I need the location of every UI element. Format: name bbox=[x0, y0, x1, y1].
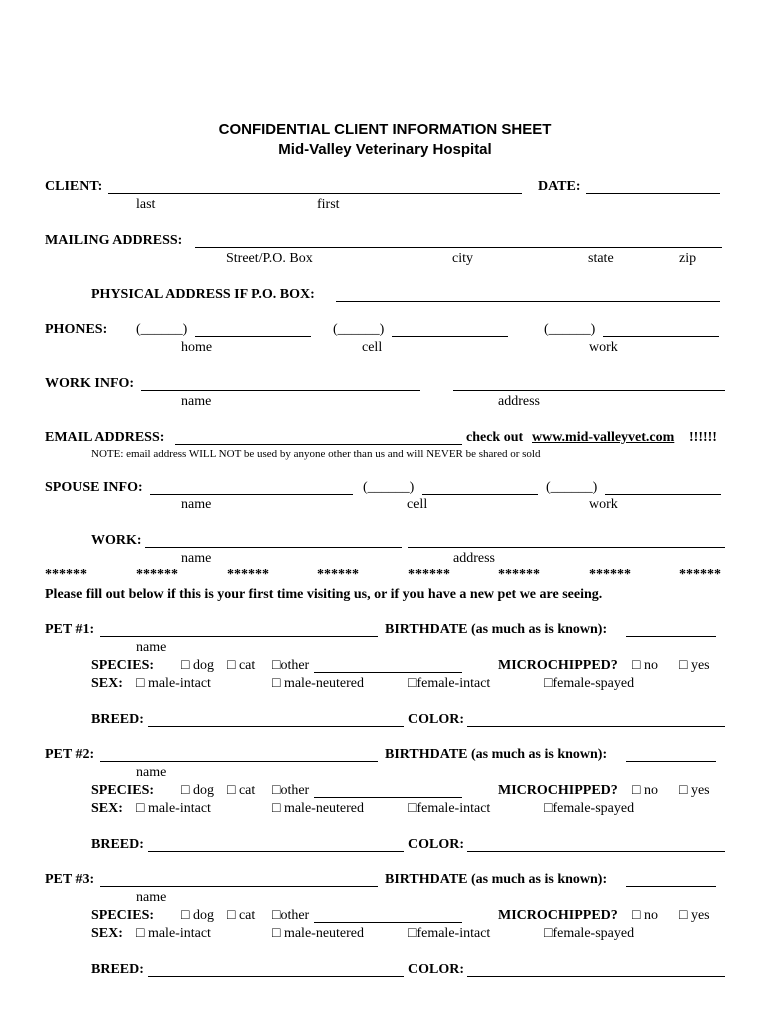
pet-1-breed-label: BREED: bbox=[91, 712, 144, 727]
pet-1-microchipped-yes-checkbox[interactable]: □ yes bbox=[679, 658, 710, 673]
work-name-caption: name bbox=[181, 394, 212, 409]
home-phone-field[interactable] bbox=[195, 322, 311, 337]
check-out-text: check out bbox=[466, 430, 524, 445]
pet-2-female-intact-checkbox[interactable]: □female-intact bbox=[408, 801, 491, 816]
star-divider: ****** bbox=[408, 567, 450, 582]
spouse-work-caption: work bbox=[589, 497, 618, 512]
pet-3-breed-field[interactable] bbox=[148, 962, 404, 977]
pet-3-microchipped-no-checkbox[interactable]: □ no bbox=[632, 908, 658, 923]
spouse-work-phone-field[interactable] bbox=[605, 480, 721, 495]
pet-1-birthdate-label: BIRTHDATE (as much as is known): bbox=[385, 622, 608, 637]
pet-3-male-intact-checkbox[interactable]: □ male-intact bbox=[136, 926, 211, 941]
email-note: NOTE: email address WILL NOT be used by anyone other than us and will NEVER be shared or sold bbox=[91, 448, 541, 460]
spouse-cell-field[interactable] bbox=[422, 480, 538, 495]
star-divider: ****** bbox=[136, 567, 178, 582]
pet-1-breed-field[interactable] bbox=[148, 712, 404, 727]
pet-1-species-other-field[interactable] bbox=[314, 658, 462, 673]
pet-2-sex-label: SEX: bbox=[91, 801, 123, 816]
pet-3-species-dog-checkbox[interactable]: □ dog bbox=[181, 908, 214, 923]
pet-1-female-intact-checkbox[interactable]: □female-intact bbox=[408, 676, 491, 691]
star-divider: ****** bbox=[317, 567, 359, 582]
spouse-work-address-field[interactable] bbox=[408, 533, 725, 548]
state-caption: state bbox=[588, 251, 614, 266]
pet-1-species-cat-checkbox[interactable]: □ cat bbox=[227, 658, 256, 673]
spouse-name-field[interactable] bbox=[150, 480, 353, 495]
physical-address-label: PHYSICAL ADDRESS IF P.O. BOX: bbox=[91, 287, 315, 302]
pet-1-name-caption: name bbox=[136, 640, 167, 655]
pet-3-species-other-checkbox[interactable]: □other bbox=[272, 908, 310, 923]
pet-3-birthdate-field[interactable] bbox=[626, 872, 716, 887]
spouse-cell-area-code[interactable]: (______) bbox=[363, 480, 415, 495]
pet-2-microchipped-label: MICROCHIPPED? bbox=[498, 783, 618, 798]
pet-3-microchipped-yes-checkbox[interactable]: □ yes bbox=[679, 908, 710, 923]
pet-3-name-caption: name bbox=[136, 890, 167, 905]
pet-3-breed-label: BREED: bbox=[91, 962, 144, 977]
pet-2-birthdate-label: BIRTHDATE (as much as is known): bbox=[385, 747, 608, 762]
pet-2-breed-label: BREED: bbox=[91, 837, 144, 852]
pet-2-microchipped-no-checkbox[interactable]: □ no bbox=[632, 783, 658, 798]
work-area-code[interactable]: (______) bbox=[544, 322, 596, 337]
spouse-work-name-field[interactable] bbox=[145, 533, 402, 548]
pet-3-microchipped-label: MICROCHIPPED? bbox=[498, 908, 618, 923]
email-field[interactable] bbox=[175, 430, 462, 445]
pet-3-species-other-field[interactable] bbox=[314, 908, 462, 923]
pet-1-color-label: COLOR: bbox=[408, 712, 464, 727]
home-caption: home bbox=[181, 340, 213, 355]
pet-2-label: PET #2: bbox=[45, 747, 95, 762]
pet-2-male-intact-checkbox[interactable]: □ male-intact bbox=[136, 801, 211, 816]
cell-area-code[interactable]: (______) bbox=[333, 322, 385, 337]
pet-instructions: Please fill out below if this is your first time visiting us, or if you have a new pet we are seeing. bbox=[45, 587, 603, 602]
pet-2-breed-field[interactable] bbox=[148, 837, 404, 852]
spouse-work-address-caption: address bbox=[453, 551, 495, 566]
pet-1-microchipped-no-checkbox[interactable]: □ no bbox=[632, 658, 658, 673]
pet-3-color-field[interactable] bbox=[467, 962, 725, 977]
spouse-work-area-code[interactable]: (______) bbox=[546, 480, 598, 495]
pet-1-species-dog-checkbox[interactable]: □ dog bbox=[181, 658, 214, 673]
star-divider: ****** bbox=[227, 567, 269, 582]
pet-2-species-cat-checkbox[interactable]: □ cat bbox=[227, 783, 256, 798]
client-first-caption: first bbox=[317, 197, 340, 212]
pet-1-label: PET #1: bbox=[45, 622, 95, 637]
spouse-cell-caption: cell bbox=[407, 497, 428, 512]
website-link[interactable]: www.mid-valleyvet.com bbox=[532, 430, 675, 445]
pet-3-species-label: SPECIES: bbox=[91, 908, 155, 923]
exclamation-text: !!!!!! bbox=[689, 430, 717, 445]
client-last-caption: last bbox=[136, 197, 156, 212]
pet-1-color-field[interactable] bbox=[467, 712, 725, 727]
pet-2-birthdate-field[interactable] bbox=[626, 747, 716, 762]
email-label: EMAIL ADDRESS: bbox=[45, 430, 165, 445]
client-name-field[interactable] bbox=[108, 179, 522, 194]
pet-2-microchipped-yes-checkbox[interactable]: □ yes bbox=[679, 783, 710, 798]
work-address-field[interactable] bbox=[453, 376, 725, 391]
star-divider: ****** bbox=[498, 567, 540, 582]
cell-caption: cell bbox=[362, 340, 383, 355]
pet-2-species-dog-checkbox[interactable]: □ dog bbox=[181, 783, 214, 798]
pet-3-species-cat-checkbox[interactable]: □ cat bbox=[227, 908, 256, 923]
pet-1-female-spayed-checkbox[interactable]: □female-spayed bbox=[544, 676, 635, 691]
spouse-work-label: WORK: bbox=[91, 533, 142, 548]
pet-3-female-spayed-checkbox[interactable]: □female-spayed bbox=[544, 926, 635, 941]
mailing-address-field[interactable] bbox=[195, 233, 722, 248]
city-caption: city bbox=[452, 251, 473, 266]
pet-2-female-spayed-checkbox[interactable]: □female-spayed bbox=[544, 801, 635, 816]
pet-3-color-label: COLOR: bbox=[408, 962, 464, 977]
pet-2-species-other-field[interactable] bbox=[314, 783, 462, 798]
pet-1-male-intact-checkbox[interactable]: □ male-intact bbox=[136, 676, 211, 691]
pet-1-birthdate-field[interactable] bbox=[626, 622, 716, 637]
work-phone-field[interactable] bbox=[603, 322, 719, 337]
zip-caption: zip bbox=[679, 251, 697, 266]
star-divider: ****** bbox=[679, 567, 721, 582]
pet-2-male-neutered-checkbox[interactable]: □ male-neutered bbox=[272, 801, 365, 816]
street-caption: Street/P.O. Box bbox=[226, 251, 313, 266]
pet-3-birthdate-label: BIRTHDATE (as much as is known): bbox=[385, 872, 608, 887]
date-field[interactable] bbox=[586, 179, 720, 194]
spouse-info-label: SPOUSE INFO: bbox=[45, 480, 143, 495]
pet-1-name-field[interactable] bbox=[100, 622, 378, 637]
pet-3-name-field[interactable] bbox=[100, 872, 378, 887]
pet-2-name-caption: name bbox=[136, 765, 167, 780]
work-caption: work bbox=[589, 340, 618, 355]
pet-1-male-neutered-checkbox[interactable]: □ male-neutered bbox=[272, 676, 365, 691]
mailing-address-label: MAILING ADDRESS: bbox=[45, 233, 183, 248]
pet-2-color-label: COLOR: bbox=[408, 837, 464, 852]
pet-3-sex-label: SEX: bbox=[91, 926, 123, 941]
pet-3-male-neutered-checkbox[interactable]: □ male-neutered bbox=[272, 926, 365, 941]
home-area-code[interactable]: (______) bbox=[136, 322, 188, 337]
physical-address-field[interactable] bbox=[336, 287, 720, 302]
pet-2-color-field[interactable] bbox=[467, 837, 725, 852]
pet-1-species-other-checkbox[interactable]: □other bbox=[272, 658, 310, 673]
work-info-label: WORK INFO: bbox=[45, 376, 135, 391]
hospital-name: Mid-Valley Veterinary Hospital bbox=[278, 141, 492, 158]
date-label: DATE: bbox=[538, 179, 581, 194]
star-divider: ****** bbox=[45, 567, 87, 582]
pet-1-sex-label: SEX: bbox=[91, 676, 123, 691]
cell-phone-field[interactable] bbox=[392, 322, 508, 337]
form-title: CONFIDENTIAL CLIENT INFORMATION SHEET bbox=[218, 121, 552, 138]
phones-label: PHONES: bbox=[45, 322, 108, 337]
pet-2-species-other-checkbox[interactable]: □other bbox=[272, 783, 310, 798]
spouse-work-name-caption: name bbox=[181, 551, 212, 566]
pet-2-species-label: SPECIES: bbox=[91, 783, 155, 798]
pet-1-microchipped-label: MICROCHIPPED? bbox=[498, 658, 618, 673]
work-name-field[interactable] bbox=[141, 376, 420, 391]
client-label: CLIENT: bbox=[45, 179, 103, 194]
spouse-name-caption: name bbox=[181, 497, 212, 512]
pet-2-name-field[interactable] bbox=[100, 747, 378, 762]
pet-3-label: PET #3: bbox=[45, 872, 95, 887]
pet-1-species-label: SPECIES: bbox=[91, 658, 155, 673]
pet-3-female-intact-checkbox[interactable]: □female-intact bbox=[408, 926, 491, 941]
work-address-caption: address bbox=[498, 394, 540, 409]
star-divider: ****** bbox=[589, 567, 631, 582]
